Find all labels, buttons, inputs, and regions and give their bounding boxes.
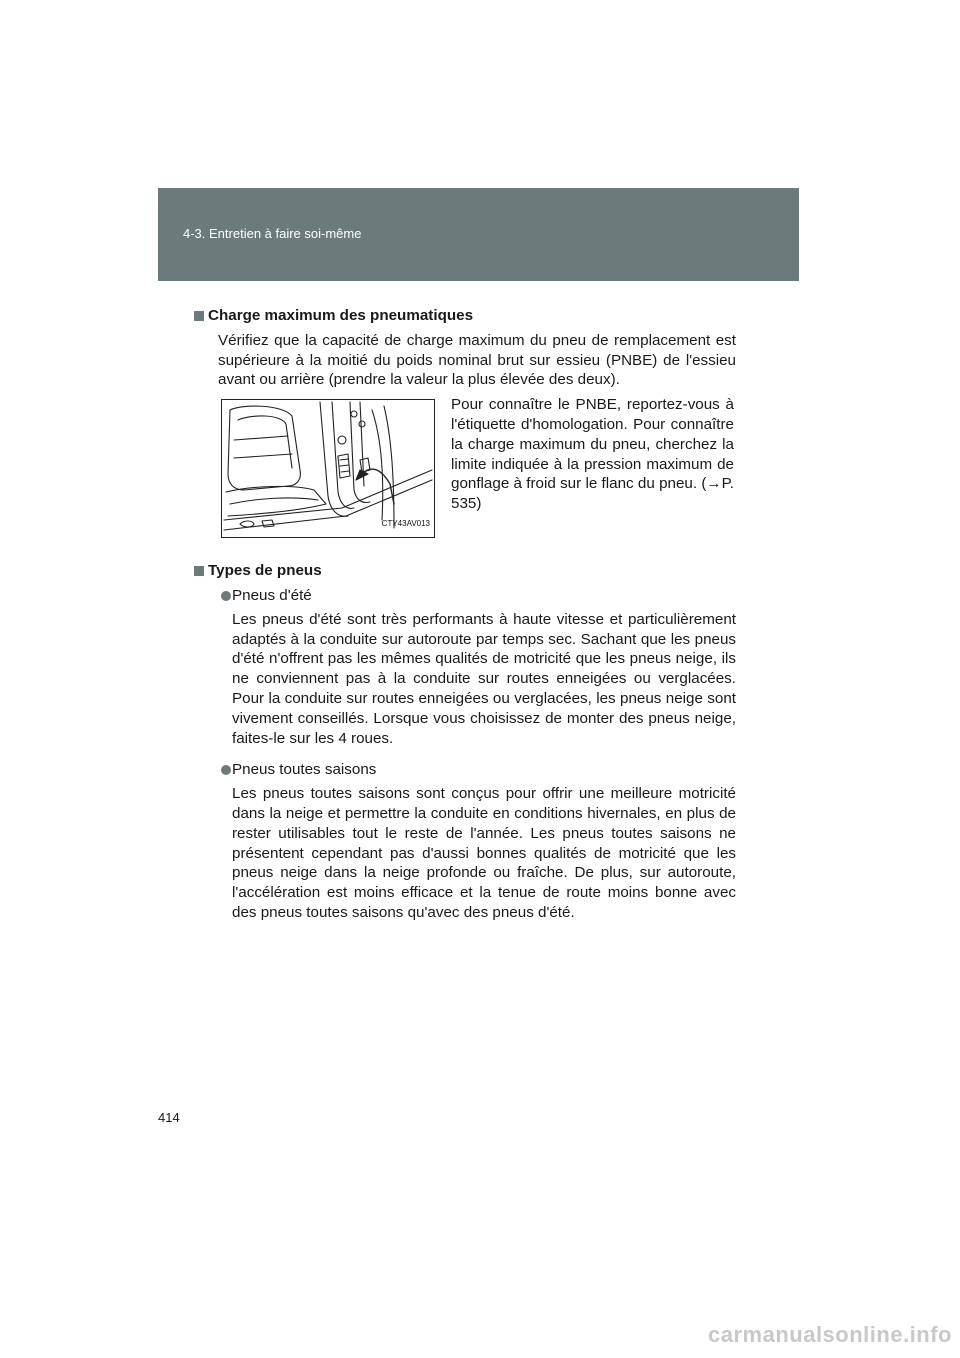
figure-code: CTY43AV013: [381, 519, 430, 529]
subheading-saisons: Pneus toutes saisons: [208, 760, 736, 780]
charge-paragraph: Vérifiez que la capacité de charge maximum du pneu de remplacement est supérieure à la moitié du poids nominal brut sur essieu (PNBE) de l'essieu avant ou arrière (prendre la valeur la plus élevée des deux).: [218, 331, 736, 389]
square-bullet-icon: [194, 311, 204, 321]
saisons-paragraph: Les pneus toutes saisons sont conçus pour offrir une meilleure motricité dans la neige et permettre la conduite en conditions hivernales, en plus de rester utilisables tout le reste de l'année. Les pneus toutes saisons ne présentent cependant pas d'aussi bonnes qualités de motricité que les pneus neige dans la neige profonde ou fraîche. De plus, sur autoroute, l'accélération est moins efficace et la tenue de route moins bonne avec des pneus toutes saisons qu'avec des pneus d'été.: [232, 785, 736, 921]
round-bullet-icon: [221, 765, 231, 775]
ete-paragraph: Les pneus d'été sont très performants à haute vitesse et particulièrement adaptés à la conduite sur autoroute par temps sec. Sachant que les pneus d'été n'offrent pas les mêmes qualités de motricité que les pneus neige, ils ne conviennent pas à la conduite sur routes enneigées ou verglacées. Pour la conduite sur routes enneigées ou verglacées, les pneus neige sont vivement conseillés. Lorsque vous choisissez de monter des pneus neige, faites-le sur les 4 roues.: [232, 610, 736, 747]
heading-charge: Charge maximum des pneumatiques: [194, 306, 736, 326]
heading-types: Types de pneus: [194, 561, 736, 581]
subheading-ete: Pneus d'été: [208, 586, 736, 606]
page-content: [208, 306, 736, 923]
chapter-header-band: [158, 188, 799, 281]
page-number: 414: [158, 1110, 180, 1125]
square-bullet-icon: [194, 566, 204, 576]
watermark: carmanualsonline.info: [708, 1322, 952, 1347]
figure-row: [208, 395, 736, 545]
section-title: 4-3. Entretien à faire soi-même: [183, 226, 362, 241]
door-label-illustration: [221, 399, 435, 538]
round-bullet-icon: [221, 591, 231, 601]
figure-caption: Pour connaître le PNBE, reportez-vous à l'étiquette d'homologation. Pour connaître la charge maximum du pneu, cherchez la limite indiquée à la pression maximum de gonflage à froid sur le flanc du pneu. (→P. 535): [451, 396, 734, 513]
